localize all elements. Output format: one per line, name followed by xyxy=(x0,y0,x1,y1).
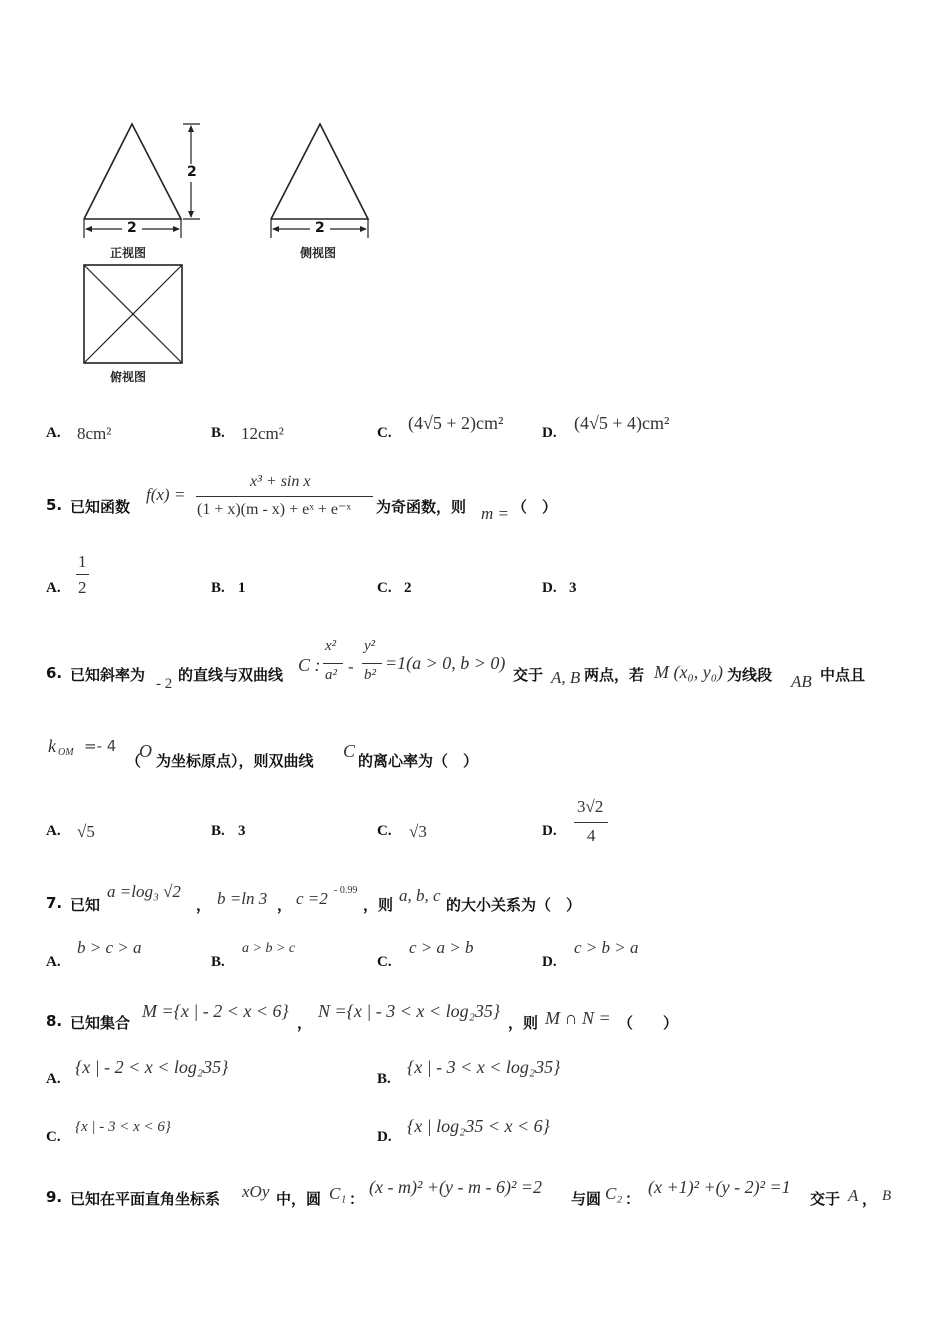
q7-sep2: ， xyxy=(277,896,293,914)
side-width-label: 2 xyxy=(315,220,325,236)
q4-option-c-letter: C. xyxy=(377,425,392,441)
q5-fraction-bar xyxy=(196,496,373,497)
q8-number: 8. xyxy=(46,1012,63,1030)
q6-origin: O xyxy=(139,741,152,761)
q9-c1: C₁ xyxy=(329,1184,347,1203)
q9-c2: C₂ xyxy=(605,1184,623,1203)
q7-b-def: b =ln 3 xyxy=(217,889,268,908)
q6-slope: - 2 xyxy=(156,676,173,692)
q9-c2-eq: (x +1)² +(y - 2)² =1 xyxy=(648,1177,791,1197)
three-view-figure xyxy=(70,110,390,390)
q6-option-d-num: 3√2 xyxy=(577,797,604,816)
q5-option-c-letter: C. xyxy=(377,580,392,596)
q8-M-def: M ={x | - 2 < x < 6} xyxy=(142,1001,289,1021)
front-width-label: 2 xyxy=(127,220,137,236)
q7-sep1: ， xyxy=(196,896,212,914)
q9-point-b: B xyxy=(882,1188,892,1204)
top-view-label: 俯视图 xyxy=(110,370,147,384)
q5-option-d-value: 3 xyxy=(569,580,577,596)
q9-point-a: A xyxy=(848,1186,859,1205)
q9-colon2: ： xyxy=(625,1190,641,1208)
q6-line2-text2: 的离心率为（ ） xyxy=(358,752,479,770)
q8-option-b-value: {x | - 3 < x < log₂35} xyxy=(407,1057,561,1077)
q6-text6: 中点且 xyxy=(820,666,866,684)
q8-sep: ， xyxy=(297,1014,313,1032)
q8-option-a-value: {x | - 2 < x < log₂35} xyxy=(75,1057,229,1077)
q6-points: A, B xyxy=(551,668,581,687)
q7-number: 7. xyxy=(46,894,63,912)
q9-colon1: ： xyxy=(349,1190,365,1208)
q9-text1: 已知在平面直角坐标系 xyxy=(70,1190,221,1208)
q6-y-den: b² xyxy=(364,667,376,683)
q7-option-d-value: c > b > a xyxy=(574,938,639,957)
q6-line2-open: （ xyxy=(126,752,142,770)
q6-option-a-letter: A. xyxy=(46,823,61,839)
q6-text3: 交于 xyxy=(513,666,544,684)
q5-suffix: 为奇函数，则 xyxy=(376,498,467,516)
q6-y-bar xyxy=(362,663,382,664)
q8-option-b-letter: B. xyxy=(377,1071,391,1087)
q9-number: 9. xyxy=(46,1188,63,1206)
q6-text5: 为线段 xyxy=(727,666,773,684)
q4-option-a-value: 8cm² xyxy=(77,424,112,443)
front-view-label: 正视图 xyxy=(110,246,147,260)
q7-option-b-value: a > b > c xyxy=(242,941,296,956)
q8-option-c-letter: C. xyxy=(46,1129,61,1145)
front-height-label: 2 xyxy=(187,164,197,180)
q6-line2-C: C xyxy=(343,741,356,761)
q5-ask: m = xyxy=(481,504,509,523)
q6-curve-name: C : xyxy=(298,655,321,675)
q5-option-c-value: 2 xyxy=(404,580,412,596)
q6-y-num: y² xyxy=(364,638,376,654)
q5-option-a-den: 2 xyxy=(78,578,87,597)
q5-prefix: 已知函数 xyxy=(70,498,131,516)
q6-x-bar xyxy=(323,663,343,664)
q6-midpoint: M (x₀, y₀) xyxy=(654,662,723,682)
q6-option-d-letter: D. xyxy=(542,823,557,839)
q5-numerator: x³ + sin x xyxy=(250,473,311,490)
side-view-label: 侧视图 xyxy=(300,246,337,260)
q7-option-a-value: b > c > a xyxy=(77,938,142,957)
q6-option-c-letter: C. xyxy=(377,823,392,839)
q6-k-sub: OM xyxy=(58,747,74,758)
q4-option-a-letter: A. xyxy=(46,425,61,441)
q6-option-d-bar xyxy=(574,822,608,823)
q8-ask: M ∩ N = xyxy=(545,1008,611,1028)
q6-number: 6. xyxy=(46,664,63,682)
q7-c-base: c =2 xyxy=(296,889,328,908)
q8-text1: 已知集合 xyxy=(70,1014,131,1032)
q5-option-b-value: 1 xyxy=(238,580,246,596)
q7-c-exp: - 0.99 xyxy=(334,885,358,896)
q6-minus: - xyxy=(348,657,354,676)
q6-x-den: a² xyxy=(325,667,337,683)
q4-option-d-value: (4√5 + 4)cm² xyxy=(574,413,670,433)
q6-line2-text1: 为坐标原点），则双曲线 xyxy=(156,752,314,770)
q6-x-num: x² xyxy=(325,638,337,654)
q9-c1-eq: (x - m)² +(y - m - 6)² =2 xyxy=(369,1177,543,1197)
q9-text2: 中，圆 xyxy=(276,1190,322,1208)
q6-option-c-value: √3 xyxy=(409,822,427,841)
q4-option-b-letter: B. xyxy=(211,425,225,441)
q7-option-c-letter: C. xyxy=(377,954,392,970)
q6-eq-rest: =1(a > 0, b > 0) xyxy=(385,653,506,673)
q9-text4: 交于 xyxy=(810,1190,841,1208)
q7-text3: 的大小关系为（ ） xyxy=(446,896,582,914)
q7-option-c-value: c > a > b xyxy=(409,938,474,957)
q6-option-b-letter: B. xyxy=(211,823,225,839)
q6-k: k xyxy=(48,736,56,756)
q7-text1: 已知 xyxy=(70,896,101,914)
q6-option-b-value: 3 xyxy=(238,823,246,839)
q8-N-def: N ={x | - 3 < x < log₂35} xyxy=(318,1001,501,1021)
q7-option-a-letter: A. xyxy=(46,954,61,970)
q7-option-d-letter: D. xyxy=(542,954,557,970)
q5-lhs: f(x) = xyxy=(146,485,186,504)
q8-text2: ，则 xyxy=(508,1014,539,1032)
q4-option-b-value: 12cm² xyxy=(241,424,284,443)
q8-paren: （ ） xyxy=(618,1014,679,1032)
q7-text2: ，则 xyxy=(363,896,394,914)
q9-text3: 与圆 xyxy=(571,1190,602,1208)
q8-option-a-letter: A. xyxy=(46,1071,61,1087)
q5-option-a-bar xyxy=(76,574,89,575)
q9-coord: xOy xyxy=(242,1182,270,1201)
q8-option-d-letter: D. xyxy=(377,1129,392,1145)
q6-k-val: =- 4 xyxy=(84,737,117,755)
q4-option-d-letter: D. xyxy=(542,425,557,441)
q5-denominator: (1 + x)(m - x) + eˣ + e⁻ˣ xyxy=(197,501,352,518)
q5-number: 5. xyxy=(46,496,63,514)
q5-option-a-letter: A. xyxy=(46,580,61,596)
q5-paren: （ ） xyxy=(512,498,558,516)
q7-vars: a, b, c xyxy=(399,886,441,905)
q9-comma: ， xyxy=(862,1190,878,1208)
q6-option-a-value: √5 xyxy=(77,822,95,841)
q4-option-c-value: (4√5 + 2)cm² xyxy=(408,413,504,433)
q5-option-a-num: 1 xyxy=(78,552,87,571)
q7-a-def: a =log₃ √2 xyxy=(107,882,181,901)
q8-option-c-value: {x | - 3 < x < 6} xyxy=(75,1119,171,1135)
q5-option-d-letter: D. xyxy=(542,580,557,596)
q8-option-d-value: {x | log₂35 < x < 6} xyxy=(407,1116,550,1136)
q6-segment: AB xyxy=(791,672,812,691)
q6-text4: 两点，若 xyxy=(584,666,645,684)
q7-option-b-letter: B. xyxy=(211,954,225,970)
q6-option-d-den: 4 xyxy=(587,826,596,845)
q6-text2: 的直线与双曲线 xyxy=(178,666,284,684)
q6-text1: 已知斜率为 xyxy=(70,666,146,684)
q5-option-b-letter: B. xyxy=(211,580,225,596)
